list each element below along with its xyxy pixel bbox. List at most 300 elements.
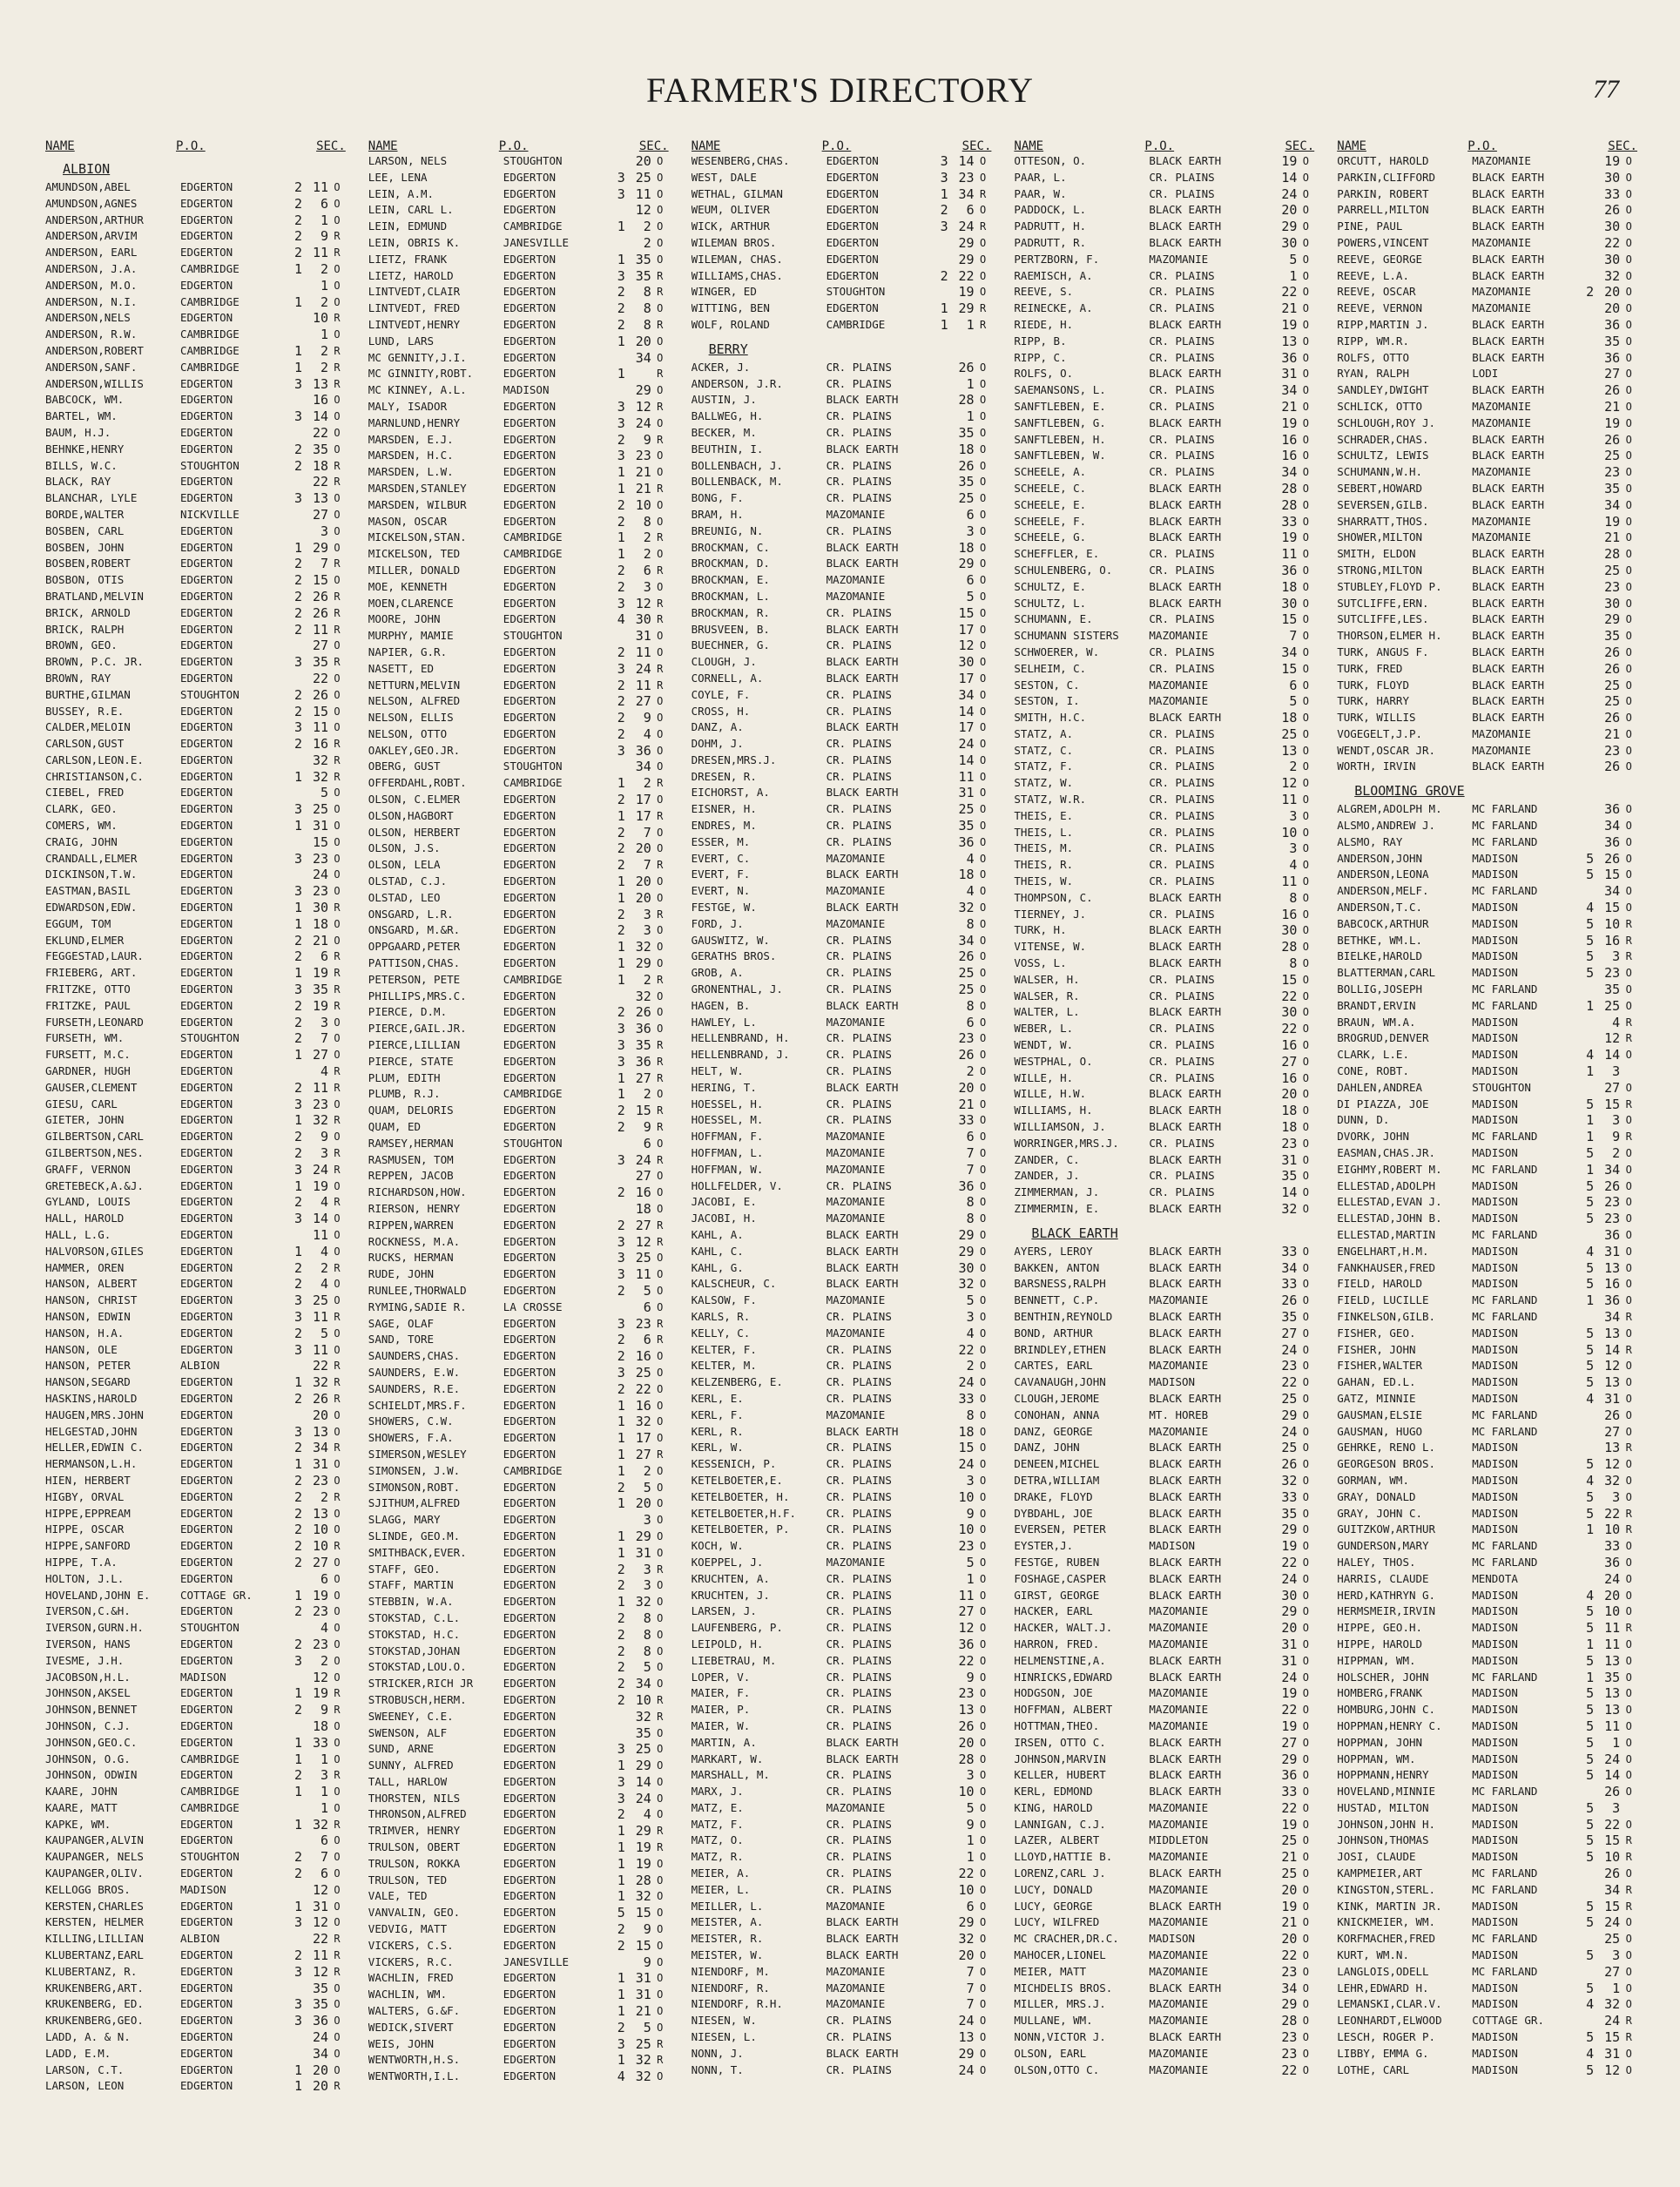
entry-section: 7	[966, 1980, 975, 1996]
entry-post-office: BLACK EARTH	[1472, 629, 1544, 643]
entry-route	[1252, 579, 1271, 596]
entry-section: 34	[1281, 382, 1298, 399]
entry-post-office: CR. PLAINS	[826, 1113, 892, 1127]
directory-entry	[45, 654, 354, 671]
entry-name: MULLANE, WM.	[1014, 2014, 1093, 2028]
entry-section: 29	[635, 382, 651, 399]
entry-status: R	[334, 312, 341, 325]
entry-name: KAARE, MATT	[45, 1800, 118, 1814]
entry-post-office: BLACK EARTH	[1472, 612, 1544, 626]
entry-route	[1252, 1070, 1271, 1087]
entry-route	[1575, 1309, 1594, 1326]
directory-entry	[45, 1800, 354, 1817]
entry-route: 3	[617, 267, 625, 284]
entry-status: O	[334, 328, 341, 341]
entry-status: O	[334, 803, 341, 816]
entry-name: PERTZBORN, F.	[1014, 252, 1100, 266]
directory-entry	[692, 317, 1001, 334]
entry-name: DANZ, A.	[691, 720, 744, 734]
entry-status: O	[657, 1611, 664, 1624]
entry-section: 16	[1281, 1070, 1298, 1086]
directory-entry	[692, 300, 1001, 317]
entry-route: 1	[617, 1888, 625, 1905]
township-heading: BERRY	[708, 341, 748, 357]
entry-route	[283, 834, 302, 851]
entry-section: 29	[635, 955, 651, 972]
entry-status: O	[979, 1310, 987, 1323]
entry-route: 1	[1586, 1112, 1595, 1129]
entry-route: 1	[1586, 1293, 1595, 1309]
entry-status: O	[1302, 1605, 1309, 1618]
entry-route: 2	[617, 1217, 625, 1233]
entry-post-office: EDGERTON	[826, 235, 879, 249]
directory-entry	[1014, 1489, 1323, 1506]
entry-route: 1	[617, 1544, 625, 1561]
entry-route	[929, 687, 948, 704]
entry-post-office: MAZOMANIE	[1149, 2062, 1209, 2076]
entry-post-office: MADISON	[1149, 1375, 1196, 1389]
entry-section: 35	[1281, 1308, 1298, 1325]
entry-section: 24	[635, 415, 651, 431]
entry-route: 1	[617, 1086, 625, 1103]
directory-entry	[45, 1097, 354, 1113]
directory-entry	[368, 153, 678, 170]
entry-status: O	[657, 989, 664, 1002]
entry-name: LARSEN, J.	[691, 1604, 757, 1618]
entry-section: 29	[312, 539, 328, 556]
entry-section: 24	[958, 219, 975, 235]
directory-entry	[368, 2003, 678, 2020]
entry-section: 29	[1281, 1407, 1298, 1423]
entry-section: 8	[966, 1407, 975, 1423]
entry-status: O	[1302, 449, 1309, 462]
entry-section: 26	[958, 359, 975, 375]
directory-entry	[45, 948, 354, 965]
entry-route	[1575, 350, 1594, 367]
entry-post-office: CR. PLAINS	[826, 1489, 892, 1503]
entry-post-office: BLACK EARTH	[826, 998, 899, 1012]
entry-section: 3	[643, 1561, 651, 1577]
entry-status: O	[1625, 466, 1632, 479]
directory-entry	[692, 1735, 1001, 1752]
entry-section: 19	[1281, 1898, 1298, 1914]
entry-status: O	[979, 753, 987, 766]
entry-name: HIPPE,EPPREAM	[45, 1506, 131, 1520]
entry-status: O	[1625, 187, 1632, 200]
entry-section: 19	[958, 284, 975, 300]
entry-route	[283, 1670, 302, 1686]
entry-name: HAMMER, OREN	[45, 1260, 125, 1274]
entry-section: 20	[1281, 1931, 1298, 1947]
entry-name: ANDERSON,T.C.	[1337, 901, 1423, 915]
directory-entry	[1337, 710, 1646, 726]
entry-status: R	[334, 1065, 341, 1078]
entry-section: 21	[635, 480, 651, 496]
entry-name: BROCKMAN, L.	[691, 589, 770, 603]
directory-entry	[368, 1954, 678, 1971]
entry-status: O	[1302, 727, 1309, 740]
entry-name: MC KINNEY, A.L.	[368, 383, 467, 397]
entry-name: KING, HAROLD	[1014, 1800, 1093, 1814]
entry-status	[1620, 1063, 1637, 1080]
entry-post-office: BLACK EARTH	[1149, 1152, 1222, 1166]
entry-post-office: EDGERTON	[503, 1447, 557, 1461]
entry-name: STATZ, A.	[1014, 726, 1074, 740]
entry-post-office: BLACK EARTH	[826, 622, 899, 636]
entry-section: 34	[312, 1440, 328, 1456]
entry-route	[1252, 1996, 1271, 2013]
entry-status: O	[657, 1596, 664, 1609]
entry-status: O	[979, 639, 987, 652]
entry-section: 2	[966, 1358, 975, 1374]
entry-post-office: EDGERTON	[180, 1981, 233, 1995]
entry-status: O	[1302, 973, 1309, 986]
entry-status: O	[657, 957, 664, 970]
entry-status: O	[334, 2015, 341, 2028]
entry-name: LORENZ,CARL J.	[1014, 1866, 1106, 1880]
entry-name: CRANDALL,ELMER	[45, 851, 138, 865]
directory-entry	[1014, 1358, 1323, 1374]
entry-status: O	[657, 1514, 664, 1527]
entry-name: FESTGE, RUBEN	[1014, 1555, 1100, 1569]
entry-route	[283, 785, 302, 801]
entry-section: 18	[312, 457, 328, 474]
entry-status: O	[657, 1268, 664, 1281]
entry-status: R	[657, 564, 664, 577]
directory-entry	[1014, 1538, 1323, 1555]
entry-route	[1252, 334, 1271, 350]
entry-name: HOESSEL, H.	[691, 1097, 764, 1110]
directory-entry	[1014, 907, 1323, 923]
entry-route: 1	[617, 1758, 625, 1774]
directory-entry	[1337, 1833, 1646, 1849]
entry-section: 14	[1604, 1767, 1621, 1784]
entry-post-office: EDGERTON	[180, 1571, 233, 1585]
entry-section: 26	[1604, 644, 1621, 660]
entry-status: O	[334, 1294, 341, 1307]
entry-section: 12	[635, 202, 651, 219]
entry-route: 2	[617, 1610, 625, 1626]
entry-name: WILLIAMS, H.	[1014, 1104, 1093, 1117]
directory-entry	[368, 1381, 678, 1398]
entry-post-office: EDGERTON	[503, 694, 557, 708]
directory-entry	[368, 1021, 678, 1037]
entry-section: 25	[635, 169, 651, 186]
entry-post-office: MAZOMANIE	[826, 573, 886, 587]
entry-route: 1	[1586, 1636, 1595, 1652]
entry-section: 12	[958, 1620, 975, 1637]
entry-status: O	[334, 1326, 341, 1340]
entry-status: O	[657, 1890, 664, 1903]
directory-entry	[1337, 1752, 1646, 1768]
entry-route: 1	[293, 294, 302, 310]
entry-status: O	[1302, 2031, 1309, 2044]
entry-status: O	[657, 1661, 664, 1674]
entry-post-office: MADISON	[1472, 1244, 1518, 1258]
entry-status: O	[979, 1229, 987, 1241]
column-header	[1337, 124, 1646, 153]
entry-status: O	[979, 1785, 987, 1799]
entry-name: BRICK, ARNOLD	[45, 605, 131, 619]
directory-entry	[1014, 268, 1323, 285]
directory-entry	[45, 1342, 354, 1359]
entry-name: HIEN, HERBERT	[45, 1473, 131, 1487]
entry-post-office: MADISON	[1472, 1146, 1518, 1160]
entry-section: 2	[320, 294, 328, 310]
directory-entry	[1014, 743, 1323, 759]
entry-status: O	[979, 950, 987, 963]
entry-post-office: EDGERTON	[503, 2053, 557, 2067]
entry-post-office: EDGERTON	[503, 793, 557, 807]
entry-status: R	[334, 590, 341, 603]
entry-route	[1252, 464, 1271, 481]
entry-name: ANDERSON, R.W.	[45, 327, 138, 341]
entry-name: STOKSTAD, C.L.	[368, 1610, 461, 1624]
entry-section: 21	[1604, 398, 1621, 415]
entry-name: SHOWER,MILTON	[1337, 530, 1423, 544]
entry-post-office: EDGERTON	[180, 1506, 233, 1520]
directory-entry	[45, 1735, 354, 1752]
entry-status: O	[1625, 1671, 1632, 1684]
township-heading: BLACK EARTH	[1031, 1225, 1118, 1241]
entry-route: 2	[293, 948, 302, 965]
entry-route: 4	[617, 611, 625, 628]
entry-route: 5	[1586, 915, 1595, 932]
entry-post-office: MAZOMANIE	[1149, 1424, 1209, 1438]
entry-route: 3	[617, 1790, 625, 1806]
directory-entry	[368, 1447, 678, 1463]
entry-post-office: BLACK EARTH	[826, 1752, 899, 1765]
entry-status: O	[657, 1023, 664, 1036]
directory-entry	[1014, 1326, 1323, 1342]
entry-section: 18	[1281, 578, 1298, 595]
entry-route: 3	[617, 1741, 625, 1758]
entry-post-office: CR. PLAINS	[1149, 563, 1215, 577]
directory-entry	[1014, 1201, 1323, 1218]
entry-name: JOHNSON, C.J.	[45, 1718, 131, 1732]
entry-post-office: MAZOMANIE	[1472, 301, 1531, 315]
entry-post-office: EDGERTON	[503, 1660, 557, 1674]
entry-post-office: EDGERTON	[503, 1218, 557, 1232]
entry-route: 2	[293, 736, 302, 753]
header-name: NAME	[691, 139, 721, 153]
entry-section: 6	[643, 1135, 651, 1151]
entry-status: O	[979, 1458, 987, 1471]
entry-route	[929, 1309, 948, 1326]
entry-name: MURPHY, MAMIE	[368, 629, 454, 643]
entry-post-office: BLACK EARTH	[1149, 711, 1222, 725]
entry-section: 34	[312, 2045, 328, 2062]
entry-route	[606, 350, 625, 367]
entry-name: SCHEELE, F.	[1014, 514, 1087, 528]
entry-section: 14	[958, 153, 975, 169]
entry-route	[1575, 186, 1594, 203]
entry-name: BLACK, RAY	[45, 475, 111, 489]
entry-section: 19	[1281, 153, 1298, 169]
entry-route: 2	[293, 1030, 302, 1047]
entry-post-office: BLACK EARTH	[1472, 432, 1544, 446]
entry-name: CARLSON,GUST	[45, 737, 125, 751]
entry-section: 21	[1281, 1914, 1298, 1931]
entry-status: O	[1302, 351, 1309, 364]
entry-section: 14	[1604, 1341, 1621, 1358]
entry-post-office: BLACK EARTH	[1149, 1473, 1222, 1487]
entry-route	[1252, 1931, 1271, 1947]
entry-post-office: MAZOMANIE	[1149, 1964, 1209, 1978]
entry-section: 24	[635, 1151, 651, 1168]
entry-post-office: EDGERTON	[503, 1005, 557, 1019]
entry-post-office: EDGERTON	[503, 497, 557, 511]
entry-section: 2	[643, 1462, 651, 1479]
entry-name: STRICKER,RICH JR	[368, 1677, 474, 1691]
entry-list	[368, 153, 678, 2085]
entry-section: 3	[1612, 1947, 1621, 1964]
directory-entry	[1014, 1653, 1323, 1670]
entry-route: 1	[617, 807, 625, 824]
entry-route: 3	[293, 2013, 302, 2029]
entry-status: O	[1302, 433, 1309, 446]
entry-status: O	[1625, 1981, 1632, 1995]
entry-post-office: EDGERTON	[503, 923, 557, 937]
entry-name: BROGRUD,DENVER	[1337, 1031, 1429, 1045]
entry-route	[1252, 890, 1271, 907]
entry-post-office: EDGERTON	[503, 1169, 557, 1183]
entry-name: NIENDORF, R.H.	[691, 1997, 783, 2011]
directory-entry	[368, 382, 678, 399]
entry-status: O	[979, 770, 987, 783]
entry-status: O	[979, 1179, 987, 1192]
directory-entry	[1337, 1947, 1646, 1964]
entry-section: 21	[312, 932, 328, 948]
entry-status: O	[334, 672, 341, 685]
entry-name: KETELBOETER,E.	[691, 1473, 783, 1487]
directory-entry	[45, 1440, 354, 1456]
directory-entry	[45, 1374, 354, 1391]
entry-route: 3	[940, 219, 948, 235]
entry-section: 11	[312, 1227, 328, 1243]
directory-column	[45, 124, 354, 2170]
entry-section: 9	[966, 1669, 975, 1685]
entry-route: 2	[617, 431, 625, 448]
directory-entry	[692, 1637, 1001, 1653]
entry-name: JOHNSON, O.G.	[45, 1752, 131, 1765]
entry-name: DUNN, D.	[1337, 1113, 1390, 1127]
entry-post-office: CR. PLAINS	[826, 1473, 892, 1487]
directory-entry	[45, 753, 354, 769]
entry-status: O	[1625, 253, 1632, 266]
entry-name: KRUCHTEN, A.	[691, 1571, 770, 1585]
entry-status: O	[657, 1366, 664, 1379]
entry-route	[929, 1211, 948, 1227]
entry-section: 26	[958, 1718, 975, 1734]
entry-name: KAMPMEIER,ART	[1337, 1866, 1423, 1880]
entry-name: SCHEELE, A.	[1014, 465, 1087, 479]
entry-post-office: CR. PLAINS	[1149, 874, 1215, 888]
entry-section: 16	[1604, 1276, 1621, 1293]
entry-post-office: EDGERTON	[180, 1768, 233, 1782]
entry-post-office: BLACK EARTH	[1472, 203, 1544, 217]
entry-post-office: BLACK EARTH	[1149, 1342, 1222, 1356]
directory-entry	[1014, 759, 1323, 775]
directory-entry	[368, 2020, 678, 2036]
directory-entry	[692, 1670, 1001, 1686]
entry-section: 5	[1289, 251, 1298, 267]
entry-status: O	[334, 1998, 341, 2011]
entry-status: R	[1625, 1622, 1632, 1635]
entry-name: MILLER, DONALD	[368, 563, 461, 577]
entry-route	[929, 2046, 948, 2062]
directory-entry	[368, 1888, 678, 1905]
entry-status: O	[1625, 1278, 1632, 1291]
entry-name: LIETZ, FRANK	[368, 252, 448, 266]
entry-name: SEVERSEN,GILB.	[1337, 497, 1429, 511]
entry-section: 29	[958, 234, 975, 251]
entry-section: 3	[1289, 807, 1298, 824]
entry-post-office: MADISON	[1472, 1800, 1518, 1814]
entry-status: R	[334, 1687, 341, 1700]
entry-post-office: BLACK EARTH	[826, 1948, 899, 1962]
entry-post-office: MADISON	[1472, 1391, 1518, 1405]
entry-route	[1252, 1555, 1271, 1571]
entry-post-office: ALBION	[180, 1932, 220, 1946]
entry-route	[929, 1506, 948, 1522]
entry-post-office: MAZOMANIE	[1472, 415, 1531, 429]
entry-status: O	[1302, 908, 1309, 921]
entry-section: 35	[635, 251, 651, 267]
entry-name: NONN, J.	[691, 2046, 744, 2060]
entry-section: 34	[1604, 496, 1621, 513]
entry-section: 1	[1289, 267, 1298, 284]
entry-section: 8	[1289, 889, 1298, 906]
directory-entry	[368, 1103, 678, 1119]
entry-post-office: CR. PLAINS	[826, 769, 892, 783]
entry-name: BREUNIG, N.	[691, 523, 764, 537]
entry-post-office: MADISON	[1472, 2030, 1518, 2044]
entry-status: O	[1625, 220, 1632, 233]
entry-section: 7	[320, 1849, 328, 1866]
entry-post-office: EDGERTON	[180, 1015, 233, 1029]
entry-section: 30	[1281, 1587, 1298, 1603]
entry-name: EVERT, C.	[691, 851, 751, 865]
directory-entry	[1337, 481, 1646, 497]
entry-status: O	[657, 580, 664, 593]
entry-route	[1575, 1866, 1594, 1882]
directory-entry	[692, 867, 1001, 883]
entry-status: R	[334, 1441, 341, 1455]
directory-entry	[692, 1914, 1001, 1931]
directory-entry	[45, 1866, 354, 1882]
entry-section: 35	[312, 654, 328, 671]
entry-post-office: MAZOMANIE	[1149, 1850, 1209, 1864]
entry-status: O	[979, 1883, 987, 1896]
entry-section: 31	[1281, 366, 1298, 382]
entry-status: O	[979, 1523, 987, 1536]
entry-status: R	[1625, 1507, 1632, 1520]
entry-section: 18	[1281, 1119, 1298, 1136]
entry-name: FURSETH,LEONARD	[45, 1015, 144, 1029]
entry-name: ANDERSON, N.I.	[45, 294, 138, 308]
entry-section: 13	[1604, 1652, 1621, 1669]
entry-route: 5	[1586, 1211, 1595, 1227]
directory-entry	[368, 252, 678, 268]
entry-section: 5	[643, 2019, 651, 2035]
entry-name: MARNLUND,HENRY	[368, 415, 461, 429]
directory-entry	[368, 1938, 678, 1954]
entry-section: 29	[958, 556, 975, 572]
entry-section: 23	[635, 448, 651, 464]
entry-name: BARTEL, WM.	[45, 409, 118, 423]
entry-name: CRAIG, JOHN	[45, 834, 118, 848]
